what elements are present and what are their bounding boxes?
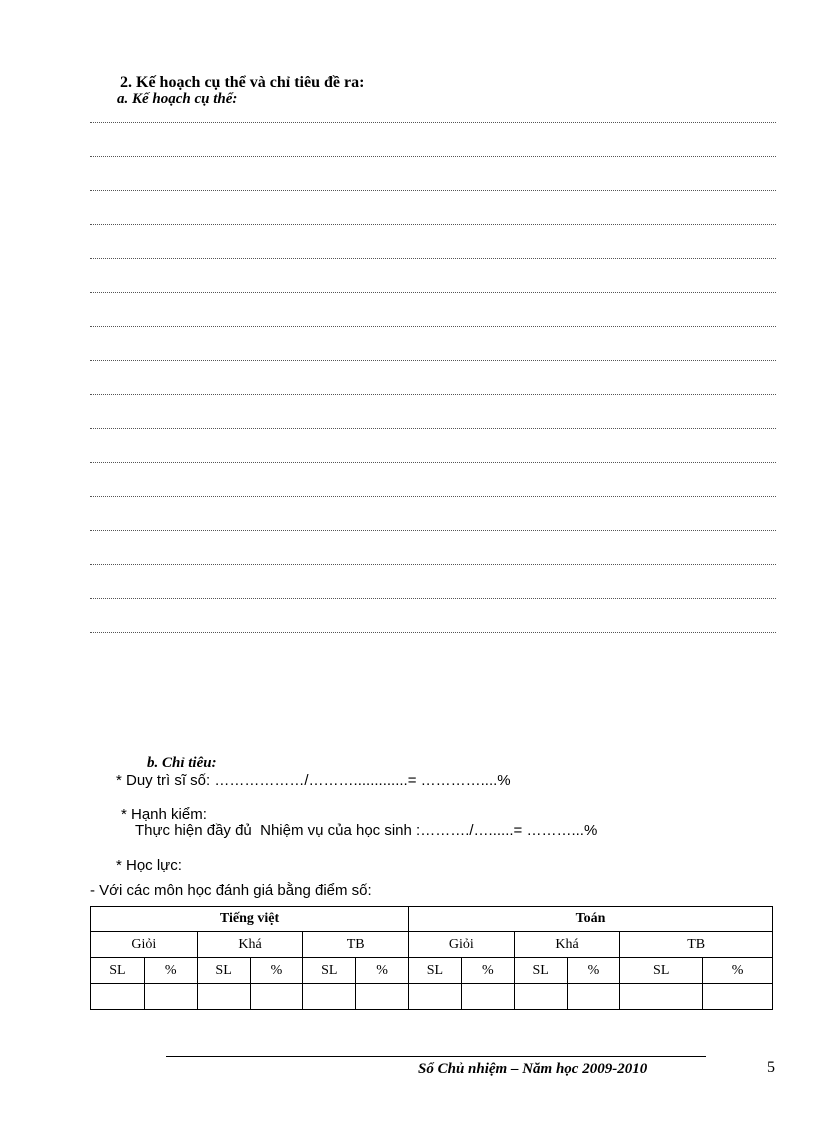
writing-line [90, 292, 776, 293]
writing-line [90, 462, 776, 463]
pct-header: % [461, 958, 514, 984]
entry-cell[interactable] [567, 984, 620, 1010]
level-cell: Khá [514, 932, 620, 958]
footer-title: Sổ Chủ nhiệm – Năm học 2009-2010 [418, 1061, 648, 1077]
sl-header: SL [91, 958, 145, 984]
conduct-label: * Hạnh kiểm: [121, 806, 207, 823]
sl-header: SL [514, 958, 567, 984]
plan-subheading: a. Kế hoạch cụ thể: [117, 91, 238, 107]
subject-math: Toán [409, 907, 773, 932]
footer-rule [166, 1056, 706, 1057]
unit-row [91, 958, 773, 984]
writing-line [90, 122, 776, 123]
pct-header: % [144, 958, 197, 984]
sl-header: SL [197, 958, 250, 984]
level-cell: TB [303, 932, 409, 958]
targets-subheading: b. Chỉ tiêu: [147, 755, 217, 771]
subject-row [91, 907, 773, 932]
entry-cell[interactable] [91, 984, 145, 1010]
pct-header: % [703, 958, 773, 984]
level-cell: Giỏi [409, 932, 515, 958]
entry-cell[interactable] [461, 984, 514, 1010]
writing-line [90, 326, 776, 327]
writing-line [90, 190, 776, 191]
writing-line [90, 258, 776, 259]
entry-cell[interactable] [620, 984, 703, 1010]
entry-cell[interactable] [703, 984, 773, 1010]
sl-header: SL [303, 958, 356, 984]
blank-entry-row [91, 984, 773, 1010]
page-number: 5 [767, 1059, 775, 1076]
writing-line [90, 496, 776, 497]
conduct-line: Thực hiện đầy đủ Nhiệm vụ của học sinh :………./…......= ………...% [135, 822, 598, 839]
sl-header: SL [620, 958, 703, 984]
writing-line [90, 394, 776, 395]
pct-header: % [356, 958, 409, 984]
entry-cell[interactable] [303, 984, 356, 1010]
writing-line [90, 224, 776, 225]
level-row [91, 932, 773, 958]
section-heading: 2. Kế hoạch cụ thể và chỉ tiêu đề ra: [120, 74, 365, 91]
grades-table [90, 906, 773, 1010]
writing-line [90, 156, 776, 157]
entry-cell[interactable] [356, 984, 409, 1010]
subject-vietnamese: Tiếng việt [91, 907, 409, 932]
attendance-line: * Duy trì sĩ số: ………………/……….............= …………....% [116, 772, 511, 789]
entry-cell[interactable] [250, 984, 303, 1010]
entry-cell[interactable] [514, 984, 567, 1010]
entry-cell[interactable] [144, 984, 197, 1010]
writing-line [90, 598, 776, 599]
level-cell: Khá [197, 932, 303, 958]
writing-line [90, 632, 776, 633]
level-cell: TB [620, 932, 773, 958]
entry-cell[interactable] [197, 984, 250, 1010]
writing-line [90, 530, 776, 531]
scored-subjects-label: - Với các môn học đánh giá bằng điểm số: [90, 882, 372, 899]
level-cell: Giỏi [91, 932, 198, 958]
sl-header: SL [409, 958, 462, 984]
entry-cell[interactable] [409, 984, 462, 1010]
writing-line [90, 360, 776, 361]
pct-header: % [250, 958, 303, 984]
pct-header: % [567, 958, 620, 984]
writing-line [90, 428, 776, 429]
writing-line [90, 564, 776, 565]
academic-label: * Học lực: [116, 857, 182, 874]
